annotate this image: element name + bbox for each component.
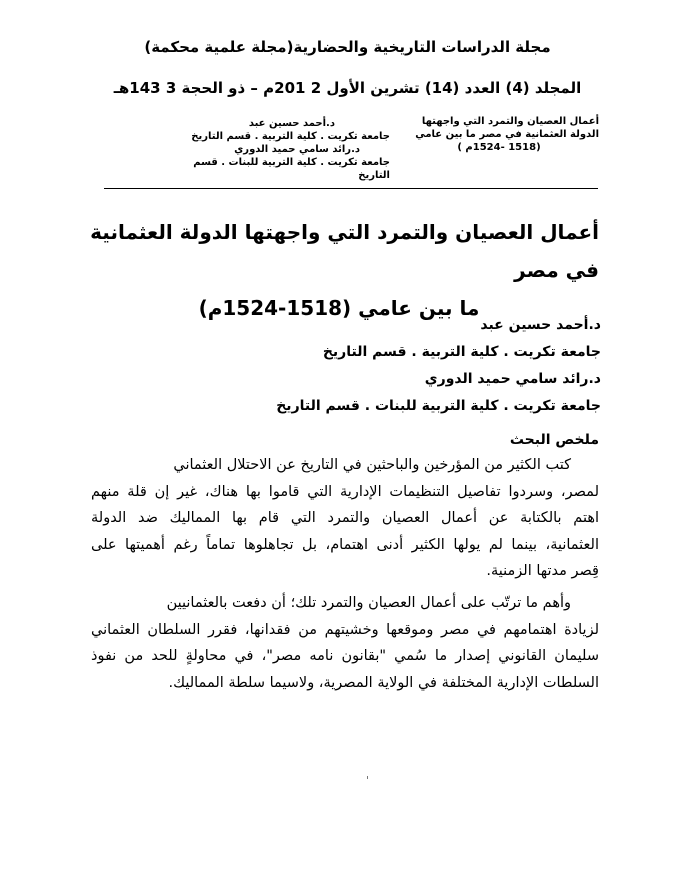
header-divider [104, 188, 598, 189]
running-header-title-line: (1518 -1524م ) [457, 142, 541, 153]
paragraph-line: العثمانية، بينما لم يولها الكثير أدنى اهتمام، بل تجاهلوها تماماً رغم أهميتها على [91, 536, 599, 553]
running-header-title-line: الدولة العثمانية في مصر ما بين عامي [415, 129, 599, 140]
author-name: د.أحمد حسين عبد [480, 317, 601, 333]
paragraph-line: السلطات الإدارية المختلفة في الولاية المصرية، ولاسيما سلطة المماليك. [168, 674, 599, 691]
author-affiliation: جامعة تكريت . كلية التربية . قسم التاريخ [322, 344, 601, 360]
running-header-title-line: أعمال العصيان والتمرد التي واجهتها [421, 116, 599, 127]
issue-line: المجلد (4) العدد (14) تشرين الأول 2 201م – ذو الحجة 3 143هـ [113, 79, 582, 97]
paragraph-line: لمصر، وسردوا تفاصيل التنظيمات الإدارية التي قاموا بها هناك، غير إن قلة منهم [91, 483, 599, 500]
paragraph-line: لزيادة اهتمامهم في مصر وموقعها وخشيتهم من فقدانها، فقرر السلطان العثماني [91, 621, 599, 638]
article-title [79, 213, 599, 327]
page-mark [367, 776, 368, 779]
running-header-author-line: د.أحمد حسين عبد [248, 118, 335, 129]
paragraph-line: وأهم ما ترتّب على أعمال العصيان والتمرد تلك؛ أن دفعت بالعثمانيين [166, 595, 571, 611]
running-header-author-line: د.رائد سامي حميد الدوري [234, 144, 360, 155]
running-header-author-line: جامعة تكريت . كلية التربية للبنات . قسم التاريخ [193, 157, 390, 181]
author-name: د.رائد سامي حميد الدوري [424, 371, 601, 387]
paragraph-line: سليمان القانوني إصدار ما سُمي "بقانون نامه مصر"، في محاولةٍ للحد من نفوذ [91, 648, 599, 664]
running-header-author-line: جامعة تكريت . كلية التربية . قسم التاريخ [191, 131, 390, 142]
author-affiliation: جامعة تكريت . كلية التربية للبنات . قسم التاريخ [276, 398, 601, 414]
article-title-line: ما بين عامي (1518-1524م) [198, 296, 480, 320]
paragraph-line: اهتم بالكتابة عن أعمال العصيان والتمرد التي قام بها المماليك ضد الدولة [91, 510, 599, 526]
article-title-line: أعمال العصيان والتمرد التي واجهتها الدولة العثمانية في مصر [90, 220, 599, 282]
journal-title: مجلة الدراسات التاريخية والحضارية(مجلة علمية محكمة) [144, 38, 551, 56]
abstract-heading: ملخص البحث [509, 432, 599, 448]
running-header-authors [180, 117, 390, 182]
running-header-title [399, 115, 599, 154]
abstract-paragraph [91, 590, 599, 696]
abstract-paragraph [91, 452, 599, 585]
paragraph-line: كتب الكثير من المؤرخين والباحثين في التاريخ عن الاحتلال العثماني [173, 457, 571, 473]
paragraph-line: قِصر مدتها الزمنية. [486, 563, 599, 579]
